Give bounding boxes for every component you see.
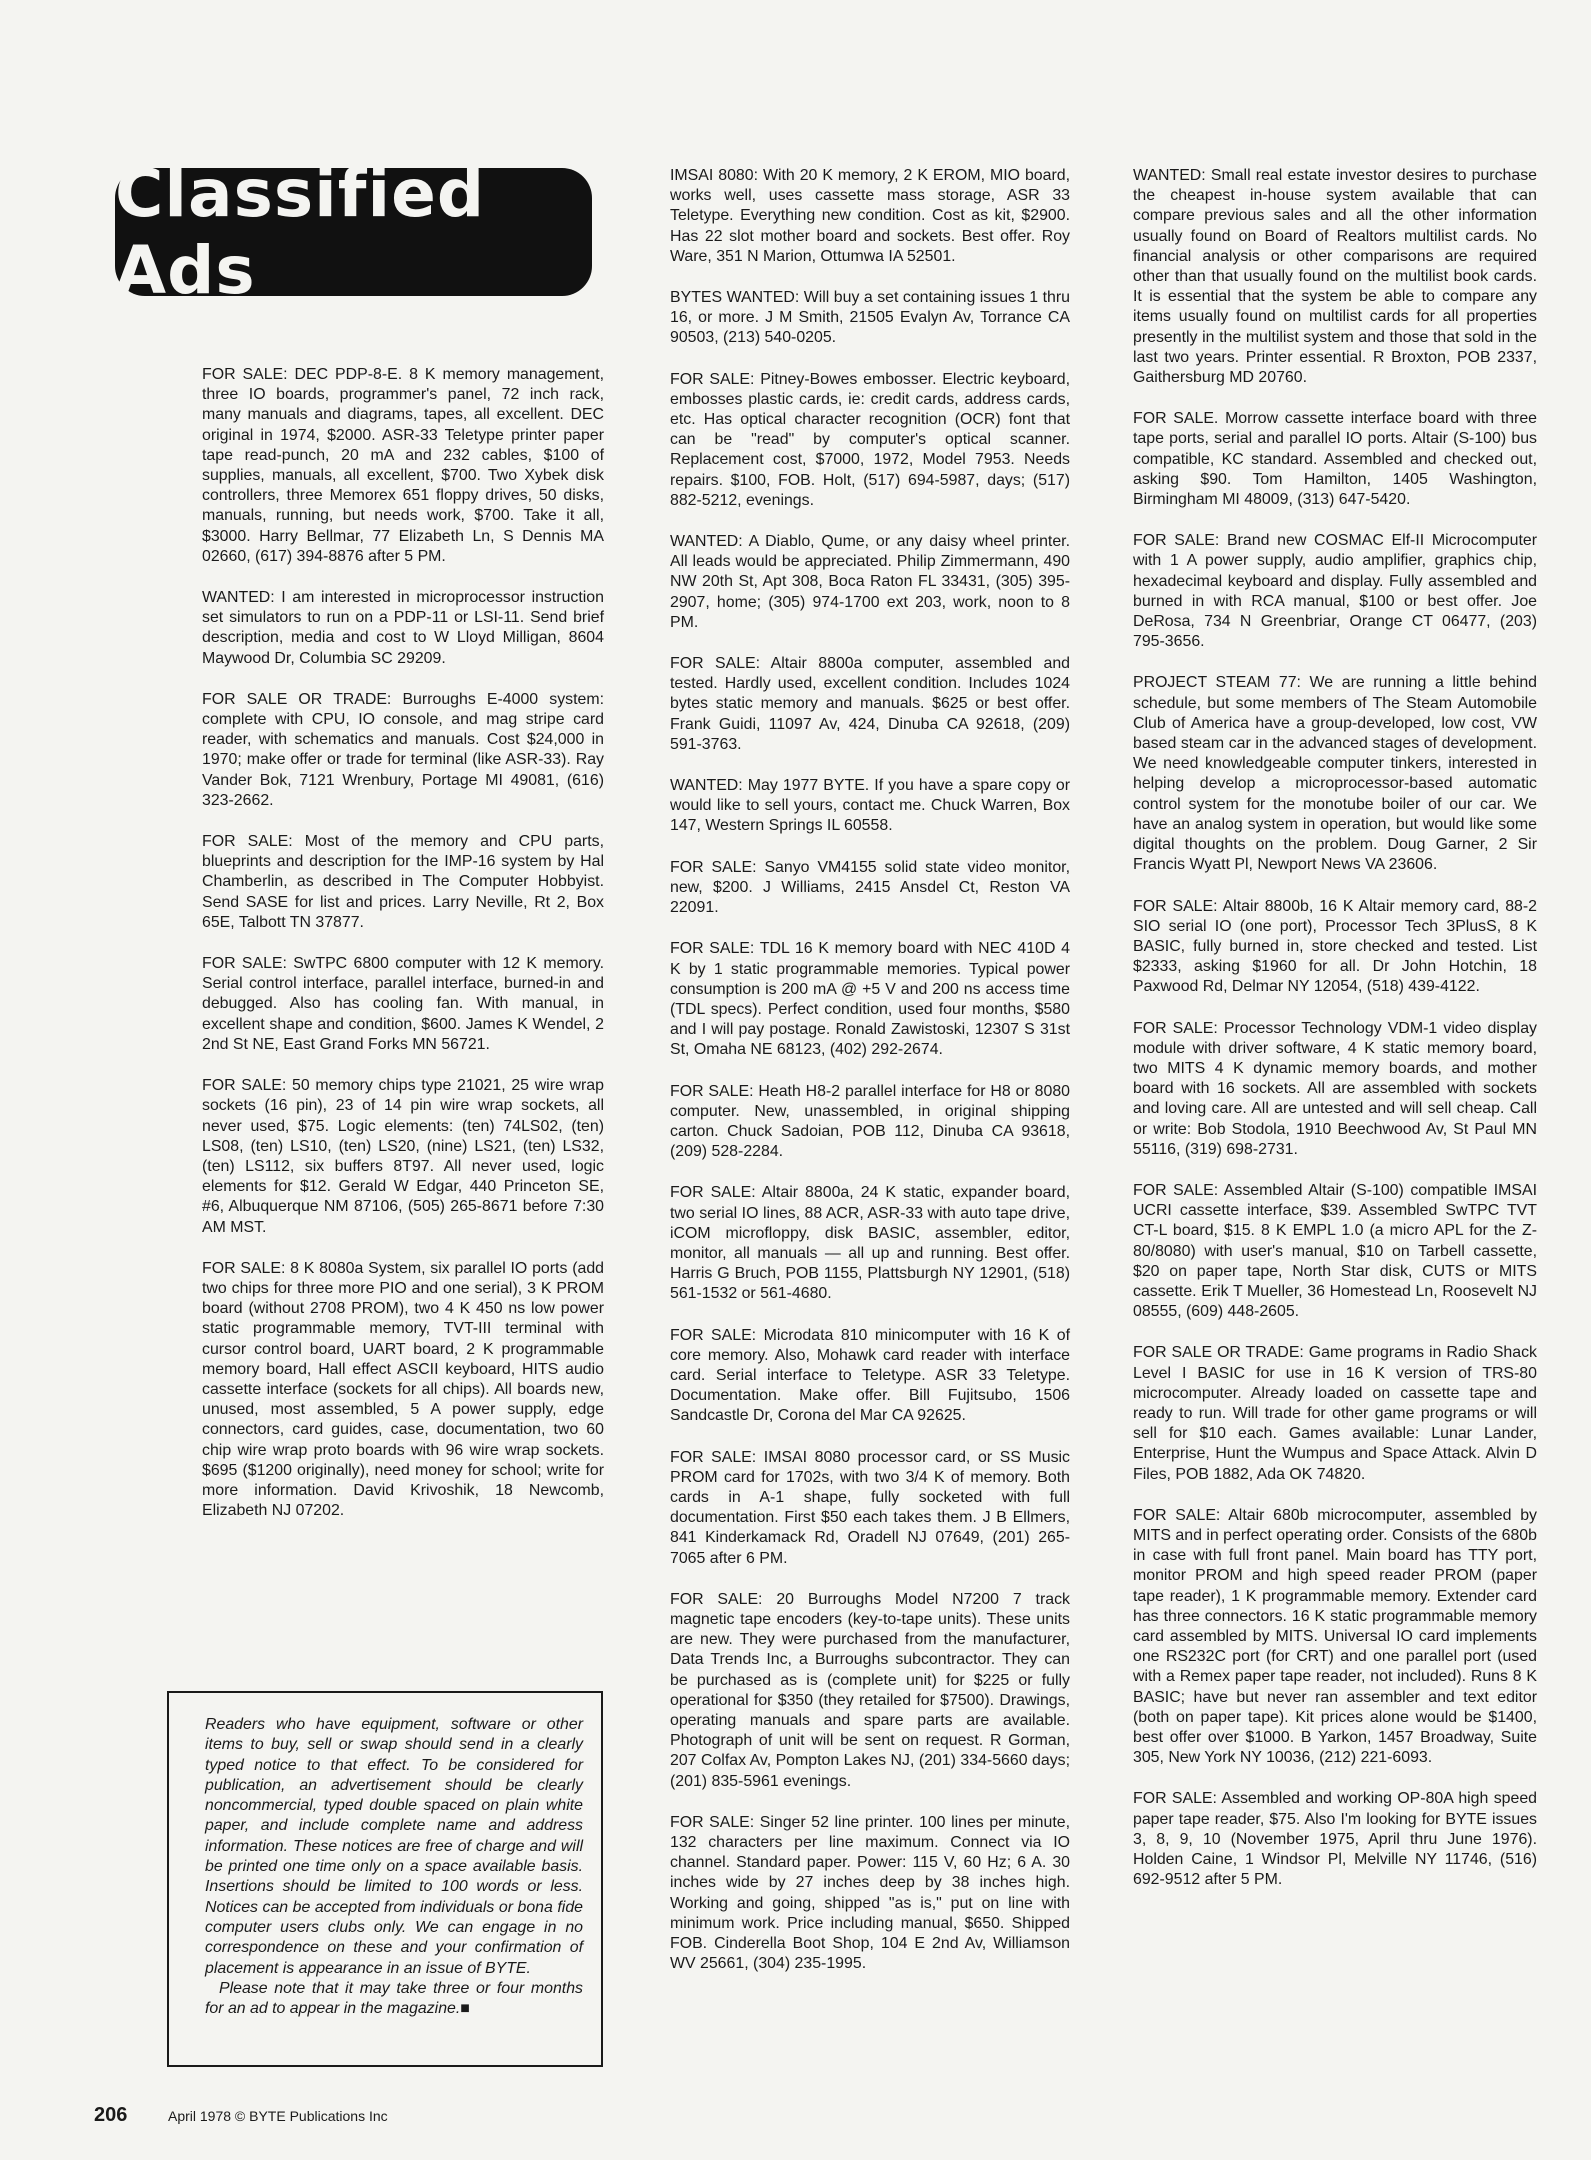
classified-ad: FOR SALE. Morrow cassette interface board with three tape ports, serial and parallel IO ports. Altair (S-100) bus compatible, KC standard. Assembled and checked out, asking $90. Tom Hamilton, 1405 Washington, Birmingham MI 48009, (313) 647-5420.: [1133, 410, 1537, 509]
classified-ad: WANTED: A Diablo, Qume, or any daisy wheel printer. All leads would be appreciated. Philip Zimmermann, 490 NW 20th St, Apt 308, Boca Raton FL 33431, (305) 395-2907, home; (305) 974-1700 ext 203, work, noon to 8 PM.: [670, 533, 1070, 631]
classified-ad: FOR SALE: Altair 8800a computer, assembled and tested. Hardly used, excellent condition. Includes 1024 bytes static memory and manuals. $625 or best offer. Frank Guidi, 11097 Av, 424, Dinuba CA 92618, (209) 591-3763.: [670, 655, 1070, 753]
classified-ad: FOR SALE: Sanyo VM4155 solid state video monitor, new, $200. J Williams, 2415 Ansdel Ct, Reston VA 22091.: [670, 858, 1070, 917]
classified-ad: FOR SALE OR TRADE: Game programs in Radio Shack Level I BASIC for use in 16 K version of TRS-80 microcomputer. Already loaded on cassette tape and ready to run. Will trade for other game programs or will sell for $10 each. Games available: Lunar Lander, Enterprise, Hunt the Wumpus and Space Attack. Alvin D Files, POB 1882, Ada OK 74820.: [1133, 1344, 1537, 1483]
notice-paragraph: Please note that it may take three or four months for an ad to appear in the magazine.■: [205, 1979, 583, 2018]
submission-notice-box: [167, 1691, 603, 2067]
classified-ad: FOR SALE: Brand new COSMAC Elf-II Microcomputer with 1 A power supply, audio amplifier, graphics chip, hexadecimal keyboard and display. Fully assembled and burned in with RCA manual, $100 or best offer. Joe DeRosa, 734 N Greenbriar, Orange CT 06477, (203) 795-3656.: [1133, 532, 1537, 651]
notice-paragraph: Readers who have equipment, software or other items to buy, sell or swap should send in a clearly typed notice to that effect. To be considered for publication, an advertisement should be clearly noncommercial, typed double spaced on plain white paper, and include complete name and address information. These notices are free of charge and will be printed one time only on a space available basis. Insertions should be limited to 100 words or less. Notices can be accepted from individuals or bona fide computer users clubs only. We can engage in no correspondence on these and your confirmation of placement is appearance in an issue of BYTE.: [205, 1716, 583, 1977]
section-title-banner: [115, 155, 592, 309]
page-title: Classified Ads: [115, 155, 486, 309]
classified-ad: WANTED: I am interested in microprocessor instruction set simulators to run on a PDP-11 or LSI-11. Send brief description, media and cost to W Lloyd Milligan, 8604 Maywood Dr, Columbia SC 29209.: [202, 589, 604, 667]
classified-ad: FOR SALE: Most of the memory and CPU parts, blueprints and description for the IMP-16 system by Hal Chamberlin, as described in The Computer Hobbyist. Send SASE for list and prices. Larry Neville, Rt 2, Box 65E, Talbott TN 37877.: [202, 833, 604, 931]
classified-ad: WANTED: May 1977 BYTE. If you have a spare copy or would like to sell yours, contact me. Chuck Warren, Box 147, Western Springs IL 60558.: [670, 777, 1070, 835]
classified-ad: FOR SALE: Assembled and working OP-80A high speed paper tape reader, $75. Also I'm looking for BYTE issues 3, 8, 9, 10 (November 1975, April thru June 1976). Holden Caine, 1 Windsor Pl, Melville NY 11746, (516) 692-9512 after 5 PM.: [1133, 1790, 1537, 1889]
classified-ad: FOR SALE: Processor Technology VDM-1 video display module with driver software, 4 K static memory board, two MITS 4 K dynamic memory boards, and mother board with 16 sockets. All are assembled with sockets and loving care. All are untested and will sell cheap. Call or write: Bob Stodola, 1910 Beechwood Av, St Paul MN 55116, (319) 698-2731.: [1133, 1019, 1537, 1158]
classified-ad: FOR SALE: 20 Burroughs Model N7200 7 track magnetic tape encoders (key-to-tape units). These units are new. They were purchased from the manufacturer, Data Trends Inc, a Burroughs subcontractor. They can be purchased as is (complete unit) for $225 or fully operational for $350 (they retailed for $7500). Drawings, operating manuals and spare parts are available. Photograph of unit will be sent on request. R Gorman, 207 Colfax Av, Pompton Lakes NJ, (201) 334-5660 days; (201) 835-5961 evenings.: [670, 1590, 1070, 1790]
classified-ad: PROJECT STEAM 77: We are running a little behind schedule, but some members of The Steam Automobile Club of America have a group-developed, low cost, VW based steam car in the advanced stages of development. We need knowledgeable computer tinkers, interested in helping develop a microprocessor-based automatic control system for the monotube boiler of our car. We have an analog system in operation, but would like some digital thoughts on the problem. Doug Garner, 2 Sir Francis Wyatt Pl, Newport News VA 23606.: [1133, 674, 1537, 874]
classified-ad: IMSAI 8080: With 20 K memory, 2 K EROM, MIO board, works well, uses cassette mass storage, ASR 33 Teletype. Everything new condition. Cost as kit, $2900. Has 22 slot mother board and sockets. Best offer. Roy Ware, 351 N Marion, Ottumwa IA 52501.: [670, 167, 1070, 265]
classified-ad: FOR SALE: 50 memory chips type 21021, 25 wire wrap sockets (16 pin), 23 of 14 pin wire wrap sockets, all never used, $75. Logic elements: (ten) 74LS02, (ten) LS08, (ten) LS10, (ten) LS20, (nine) LS21, (ten) LS32, (ten) LS112, six buffers 8T97. All never used, logic elements for $12. Gerald W Edgar, 440 Princeton SE, #6, Albuquerque NM 87106, (505) 265-8671 before 7:30 AM MST.: [202, 1077, 604, 1236]
ads-column-3: [1133, 166, 1537, 1911]
classified-ad: FOR SALE: Altair 8800b, 16 K Altair memory card, 88-2 SIO serial IO (one port), Processor Tech 3PlusS, 8 K BASIC, fully burned in, store checked and tested. List $2333, asking $1960 for all. Dr John Hotchin, 18 Paxwood Rd, Delmar NY 12054, (518) 439-4122.: [1133, 897, 1537, 996]
classified-ad: FOR SALE: Heath H8-2 parallel interface for H8 or 8080 computer. New, unassembled, in original shipping carton. Chuck Sadoian, POB 112, Dinuba CA 93618, (209) 528-2284.: [670, 1082, 1070, 1161]
classified-ad: FOR SALE: SwTPC 6800 computer with 12 K memory. Serial control interface, parallel interface, burned-in and debugged. Also has cooling fan. With manual, in excellent shape and condition, $600. James K Wendel, 2 2nd St NE, East Grand Forks MN 56721.: [202, 955, 604, 1053]
publication-credit: April 1978 © BYTE Publications Inc: [168, 2108, 388, 2124]
classified-ad: FOR SALE: Altair 680b microcomputer, assembled by MITS and in perfect operating order. Consists of the 680b in case with full front panel. Main board has TTY port, monitor PROM and high speed reader PROM (paper tape reader), 1 K programmable memory. Extender card has three connectors. 16 K static programmable memory card assembled by MITS. Universal IO card implements one RS232C port (for CRT) and one parallel port (used with a Remex paper tape reader, not included). Runs 8 K BASIC; have but never ran assembler and text editor (both on paper tape). Kit prices alone would be $1400, best offer over $1000. B Yarkon, 1457 Broadway, Suite 305, New York NY 10036, (212) 221-6093.: [1133, 1506, 1537, 1767]
ads-column-1: [202, 365, 604, 1542]
page-number: 206: [94, 2104, 128, 2126]
classified-ad: FOR SALE: Singer 52 line printer. 100 lines per minute, 132 characters per line maximum. Connect via IO channel. Standard paper. Power: 115 V, 60 Hz; 6 A. 30 inches wide by 27 inches deep by 38 inches high. Working and going, shipped "as is," put on line with minimum work. Price including manual, $650. Shipped FOB. Cinderella Boot Shop, 104 E 2nd Av, Williamson WV 25661, (304) 235-1995.: [670, 1813, 1070, 1973]
classified-ad: FOR SALE: Microdata 810 minicomputer with 16 K of core memory. Also, Mohawk card reader with interface card. Serial interface to Teletype. ASR 33 Teletype. Documentation. Make offer. Bill Fujitsubo, 1506 Sandcastle Dr, Corona del Mar CA 92625.: [670, 1326, 1070, 1425]
classified-ad: FOR SALE: Altair 8800a, 24 K static, expander board, two serial IO lines, 88 ACR, ASR-33 with auto tape drive, iCOM microfloppy, disk BASIC, assembler, editor, monitor, all manuals — all up and running. Best offer. Harris G Bruch, POB 1155, Plattsburgh NY 12901, (518) 561-1532 or 561-4680.: [670, 1184, 1070, 1303]
classified-ad: FOR SALE: IMSAI 8080 processor card, or SS Music PROM card for 1702s, with two 3/4 K of memory. Both cards in A-1 shape, fully socketed with full documentation. First $50 each takes them. J B Ellmers, 841 Kinderkamack Rd, Oradell NJ 07649, (201) 265-7065 after 6 PM.: [670, 1448, 1070, 1567]
classified-ad: BYTES WANTED: Will buy a set containing issues 1 thru 16, or more. J M Smith, 21505 Evalyn Av, Torrance CA 90503, (213) 540-0205.: [670, 289, 1070, 347]
classified-ad: FOR SALE OR TRADE: Burroughs E-4000 system: complete with CPU, IO console, and mag stripe card reader, with schematics and manuals. Cost $24,000 in 1970; make offer or trade for terminal (like ASR-33). Ray Vander Bok, 7121 Wrenbury, Portage MI 49081, (616) 323-2662.: [202, 690, 604, 809]
classified-ad: WANTED: Small real estate investor desires to purchase the cheapest in-house system available that can compare previous sales and all the other information usually found on Board of Realtors multilist cards. No financial analysis or other comparisons are required other than that usually found on the multilist book cards. It is essential that the system be able to compare any items usually found on multilist cards for all properties presently in the multilist system and those that sold in the last two years. Printer essential. R Broxton, POB 2337, Gaithersburg MD 20760.: [1133, 167, 1537, 387]
classified-ad: FOR SALE: 8 K 8080a System, six parallel IO ports (add two chips for three more PIO and one serial), 3 K PROM board (without 2708 PROM), two 4 K 450 ns low power static programmable memory, TVT-III terminal with cursor control board, UART board, 2 K programmable memory board, Hall effect ASCII keyboard, HITS audio cassette interface (sockets for all chips). All boards new, unused, most assembled, 5 A power supply, edge connectors, card guides, case, documentation, two 60 chip wire wrap proto boards with 96 wire wrap sockets. $695 ($1200 originally), need money for school; write for more information. David Krivoshik, 18 Newcomb, Elizabeth NJ 07202.: [202, 1259, 604, 1520]
classified-ad: FOR SALE: TDL 16 K memory board with NEC 410D 4 K by 1 static programmable memories. Typical power consumption is 200 mA @ +5 V and 200 ns access time (TDL specs). Perfect condition, used four months, $580 and I will pay postage. Ronald Zawistoski, 12307 S 31st St, Omaha NE 68123, (402) 292-2674.: [670, 940, 1070, 1059]
classified-ad: FOR SALE: DEC PDP-8-E. 8 K memory management, three IO boards, programmer's panel, 72 inch rack, many manuals and diagrams, tapes, all excellent. DEC original in 1974, $2000. ASR-33 Teletype printer paper tape read-punch, 20 mA and 232 cables, $100 of supplies, manuals, all excellent, $700. Two Xybek disk controllers, three Memorex 651 floppy drives, 50 disks, manuals, running, but needs work, $700. Take it all, $3000. Harry Bellmar, 77 Elizabeth Ln, S Dennis MA 02660, (617) 394-8876 after 5 PM.: [202, 366, 604, 565]
classified-ad: FOR SALE: Pitney-Bowes embosser. Electric keyboard, embosses plastic cards, ie: credit cards, address cards, etc. Has optical character recognition (OCR) font that can be "read" by computer's optical scanner. Replacement cost, $7000, 1972, Model 7953. Needs repairs. $100, FOB. Holt, (517) 694-5987, days; (517) 882-5212, evenings.: [670, 370, 1070, 509]
classified-ad: FOR SALE: Assembled Altair (S-100) compatible IMSAI UCRI cassette interface, $39. Assembled SwTPC TVT CT-L board, $15. 8 K EMPL 1.0 (a micro APL for the Z-80/8080) with user's manual, $10 on Tarbell cassette, $20 on paper tape, North Star disk, CUTS or MITS cassette. Erik T Mueller, 36 Homestead Ln, Roosevelt NJ 08555, (609) 448-2605.: [1133, 1181, 1537, 1321]
ads-column-2: [670, 166, 1070, 1995]
